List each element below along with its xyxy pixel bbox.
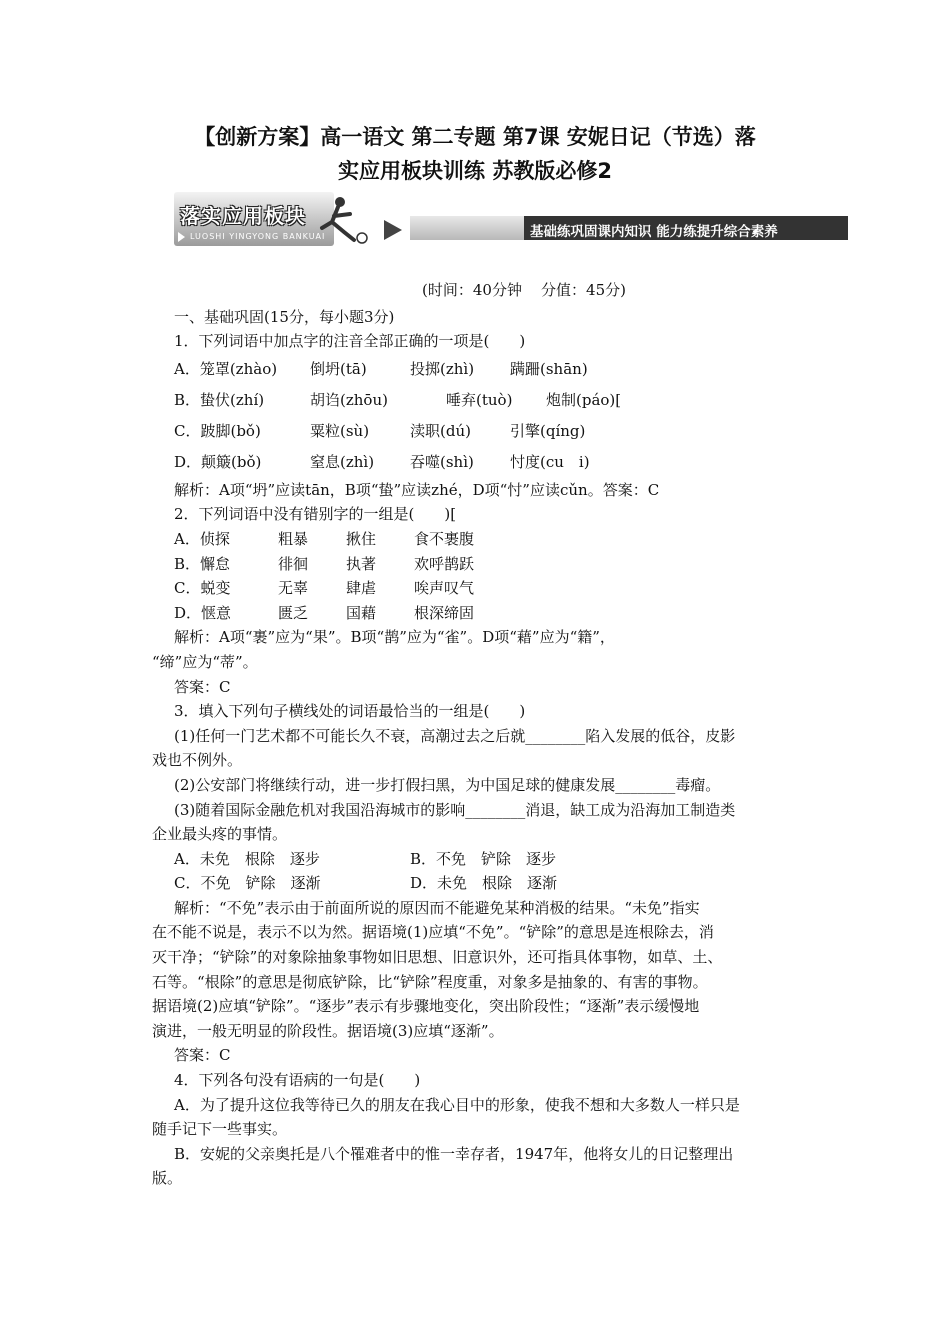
question-3-sentence-3a: (3)随着国际金融危机对我国沿海城市的影响________消退，缺工成为沿海加工制造类 xyxy=(174,800,736,819)
question-3-sentence-1a: (1)任何一门艺术都不可能长久不衰，高潮过去之后就________陷入发展的低谷，皮影 xyxy=(174,726,736,745)
question-2-stem: 2．下列词语中没有错别字的一组是( )[ xyxy=(174,505,457,524)
question-2-option-a: A．侦探 粗暴 揪住 食不裹腹 xyxy=(174,529,475,548)
arrow-icon xyxy=(178,232,185,242)
question-1-stem: 1．下列词语中加点字的注音全部正确的一项是( ) xyxy=(174,332,526,351)
question-1-option-d: D．颠簸(bǒ) 窒息(zhì) 吞噬(shì) 忖度(cu i) xyxy=(174,452,590,471)
question-2-analysis-line-1: 解析：A项“裹”应为“果”。B项“鹊”应为“雀”。D项“藉”应为“籍”， xyxy=(174,628,615,647)
banner-logo-text: 落实应用板块 xyxy=(180,204,306,228)
question-3-sentence-3b: 企业最头疼的事情。 xyxy=(152,825,288,844)
document-body xyxy=(152,278,814,1191)
question-2-option-d: D．惬意 匮乏 国藉 根深缔固 xyxy=(174,603,475,622)
question-4-option-a-line-2: 随手记下一些事实。 xyxy=(152,1120,288,1139)
question-3-analysis-line-6: 演进，一般无明显的阶段性。据语境(3)应填“逐渐”。 xyxy=(152,1021,504,1040)
time-score-line: (时间：40分钟 分值：45分) xyxy=(422,281,626,299)
question-3-sentence-2: (2)公安部门将继续行动，进一步打假扫黑，为中国足球的健康发展________毒瘤。 xyxy=(174,775,721,794)
question-2-answer: 答案：C xyxy=(174,677,231,696)
banner-tagline: 基础练巩固课内知识 能力练提升综合素养 xyxy=(530,224,778,240)
question-2-option-b: B．懈怠 徘徊 执著 欢呼鹊跃 xyxy=(174,554,475,573)
question-1-analysis: 解析：A项“坍”应读tān，B项“蛰”应读zhé，D项“忖”应读cǔn。答案：C xyxy=(174,480,660,499)
question-1-option-c: C．跛脚(bǒ) 粟粒(sù) 渎职(dú) 引擎(qíng) xyxy=(174,421,586,440)
question-4-option-a-line-1: A．为了提升这位我等待已久的朋友在我心目中的形象，使我不想和大多数人一样只是 xyxy=(174,1095,740,1114)
title-line-2: 实应用板块训练 苏教版必修2 xyxy=(338,159,612,183)
title-line-1: 【创新方案】高一语文 第二专题 第7课 安妮日记（节选）落 xyxy=(194,125,756,149)
question-1-option-a: A．笼罩(zhào) 倒坍(tā) 投掷(zhì) 蹒跚(shān) xyxy=(174,359,588,378)
question-3-stem: 3．填入下列句子横线处的词语最恰当的一组是( ) xyxy=(174,702,526,721)
question-1-option-b: B．蛰伏(zhí) 胡诌(zhōu) 唾弃(tuò) 炮制(páo)[ xyxy=(174,390,622,409)
question-3-options-cd: C．不免 铲除 逐渐 D．未免 根除 逐渐 xyxy=(174,874,558,893)
question-4-option-b-line-2: 版。 xyxy=(152,1169,183,1188)
question-3-answer: 答案：C xyxy=(174,1046,231,1065)
question-2-analysis-line-2: “缔”应为“蒂”。 xyxy=(152,652,258,671)
question-3-analysis-line-5: 据语境(2)应填“铲除”。“逐步”表示有步骤地变化，突出阶段性；“逐渐”表示缓慢地 xyxy=(152,997,700,1016)
section-heading: 一、基础巩固(15分，每小题3分) xyxy=(174,307,395,326)
question-2-option-c: C．蜕变 无辜 肆虐 唉声叹气 xyxy=(174,579,475,598)
question-3-sentence-1b: 戏也不例外。 xyxy=(152,751,243,770)
question-3-analysis-line-4: 石等。“根除”的意思是彻底铲除，比“铲除”程度重，对象多是抽象的、有害的事物。 xyxy=(152,972,708,991)
question-3-analysis-line-2: 在不能不说是，表示不以为然。据语境(1)应填“不免”。“铲除”的意思是连根除去，消 xyxy=(152,923,714,942)
soccer-player-icon xyxy=(304,194,374,246)
question-3-analysis-line-3: 灭干净；“铲除”的对象除抽象事物如旧思想、旧意识外，还可指具体事物，如草、土、 xyxy=(152,948,723,967)
question-3-analysis-line-1: 解析：“不免”表示由于前面所说的原因而不能避免某种消极的结果。“未免”指实 xyxy=(174,898,700,917)
question-4-option-b-line-1: B．安妮的父亲奥托是八个罹难者中的惟一幸存者，1947年，他将女儿的日记整理出 xyxy=(174,1144,734,1163)
question-3-options-ab: A．未免 根除 逐步 B．不免 铲除 逐步 xyxy=(174,849,557,868)
play-arrow-icon xyxy=(384,220,402,240)
document-title xyxy=(110,120,840,188)
banner-logo-subtitle: LUOSHI YINGYONG BANKUAI xyxy=(190,232,326,241)
question-4-stem: 4．下列各句没有语病的一句是( ) xyxy=(174,1071,421,1090)
section-banner xyxy=(174,192,848,248)
